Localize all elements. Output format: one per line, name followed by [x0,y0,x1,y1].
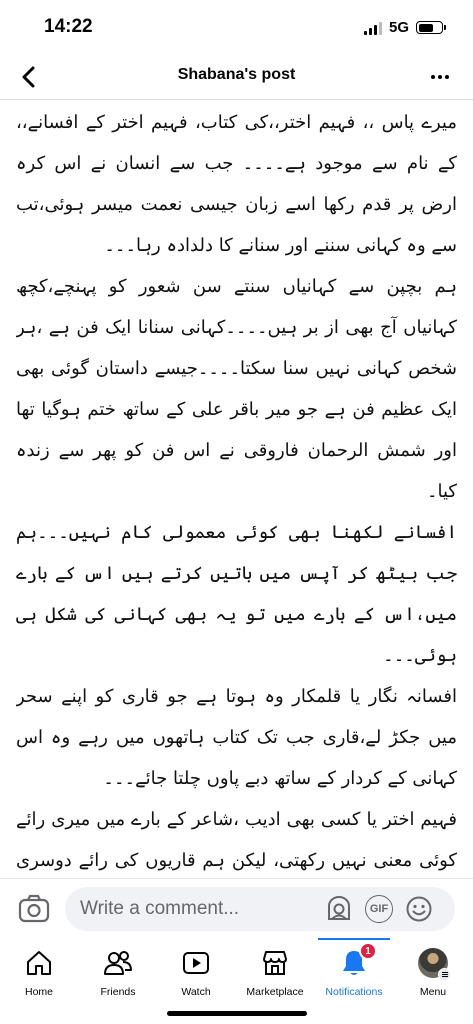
emoji-button[interactable] [405,895,433,923]
post-paragraph: افسانے لکھنا بھی کوئی معمولی کام نہیں۔۔۔ہم جب بیٹھ کر آپس میں باتیں کرتے ہیں اس کے بارے میں،اس کے بارے میں تو یہ بھی کہانی کی شکل ہی ہوئی۔۔۔ [16,522,457,666]
tab-home[interactable] [0,946,78,1006]
avatar [418,948,448,978]
tab-label: Menu [419,986,447,998]
tab-watch[interactable] [157,946,235,1006]
watch-icon [179,946,213,980]
post-paragraph: افسانہ نگار یا قلمکار وہ ہوتا ہے جو قاری کو اپنے سحر میں جکڑ لے،قاری جب تک کتاب ہاتھوں میں رہے وہ اس کہانی کے کردار کے ساتھ دبے پاوں چلتا جائے۔۔۔ [16,686,457,789]
avatar-sticker-button[interactable] [325,895,353,923]
network-type: 5G [388,19,409,36]
post-paragraph: میرے پاس ،، فہیم اختر،،کی کتاب، فہیم اختر کے افسانے،، کے نام سے موجود ہے۔۔۔۔ جب سے انسان نے اس کرہ ارض پر قدم رکھا اسے زبان جیسی نعمت میسر ہوئی،تب سے وہ کہانی سننے اور سنانے کا دلدادہ رہا۔۔۔ [16,112,457,256]
marketplace-icon [258,946,292,980]
tab-label: Notifications [325,986,383,998]
status-time: 14:22 [44,16,93,37]
signal-icon [364,21,382,35]
status-bar [0,0,473,54]
bottom-tab-bar [0,938,473,1024]
smiley-icon [405,895,433,923]
comment-placeholder: Write a comment... [80,898,240,919]
gif-button[interactable] [365,895,393,923]
status-indicators [364,19,443,36]
post-paragraph: ہم بچپن سے کہانیاں سنتے سن شعور کو پہنچے،کچھ کہانیاں آج بھی از بر ہیں۔۔۔۔کہانی سنانا ایک فن ہے ،ہر شخص کہانی نہیں سنا سکتا۔۔۔۔جیسے داستان گوئی بھی ایک عظیم فن ہے جو میر باقر علی کے ساتھ ختم ہوگیا تھا اور شمش الرحمان فاروقی نے اس فن کو پھر سے زندہ کیا۔ [16,276,457,502]
gif-icon: GIF [365,895,393,923]
camera-icon [18,894,50,924]
comment-input[interactable] [65,887,455,931]
friends-icon [101,946,135,980]
active-tab-indicator [318,938,390,940]
tab-label: Home [24,986,53,998]
tab-menu[interactable] [394,946,472,1006]
page-title: Shabana's post [177,66,296,83]
post-content [16,102,457,878]
tab-label: Friends [100,986,136,998]
camera-button[interactable] [18,894,50,924]
tab-label: Marketplace [246,986,304,998]
home-indicator [167,1011,307,1016]
tab-label: Watch [181,986,211,998]
post-paragraph: فہیم اختر یا کسی بھی ادیب ،شاعر کے بارے میں میری رائے کوئی معنی نہیں رکھتی، لیکن ہم قاریوں کی رائے دوسری [16,809,457,871]
tab-notifications[interactable] [315,946,393,1006]
post-text [16,102,457,878]
avatar-sticker-icon [325,895,353,923]
hamburger-icon [438,968,451,981]
home-icon [22,946,56,980]
more-options-button[interactable] [425,64,455,90]
battery-icon [416,21,443,34]
bell-icon [337,946,371,980]
more-dots-icon [431,75,435,79]
tab-friends[interactable] [79,946,157,1006]
post-header [0,54,473,100]
notification-badge: 1 [359,942,377,960]
tab-marketplace[interactable] [236,946,314,1006]
comment-bar [0,878,473,938]
